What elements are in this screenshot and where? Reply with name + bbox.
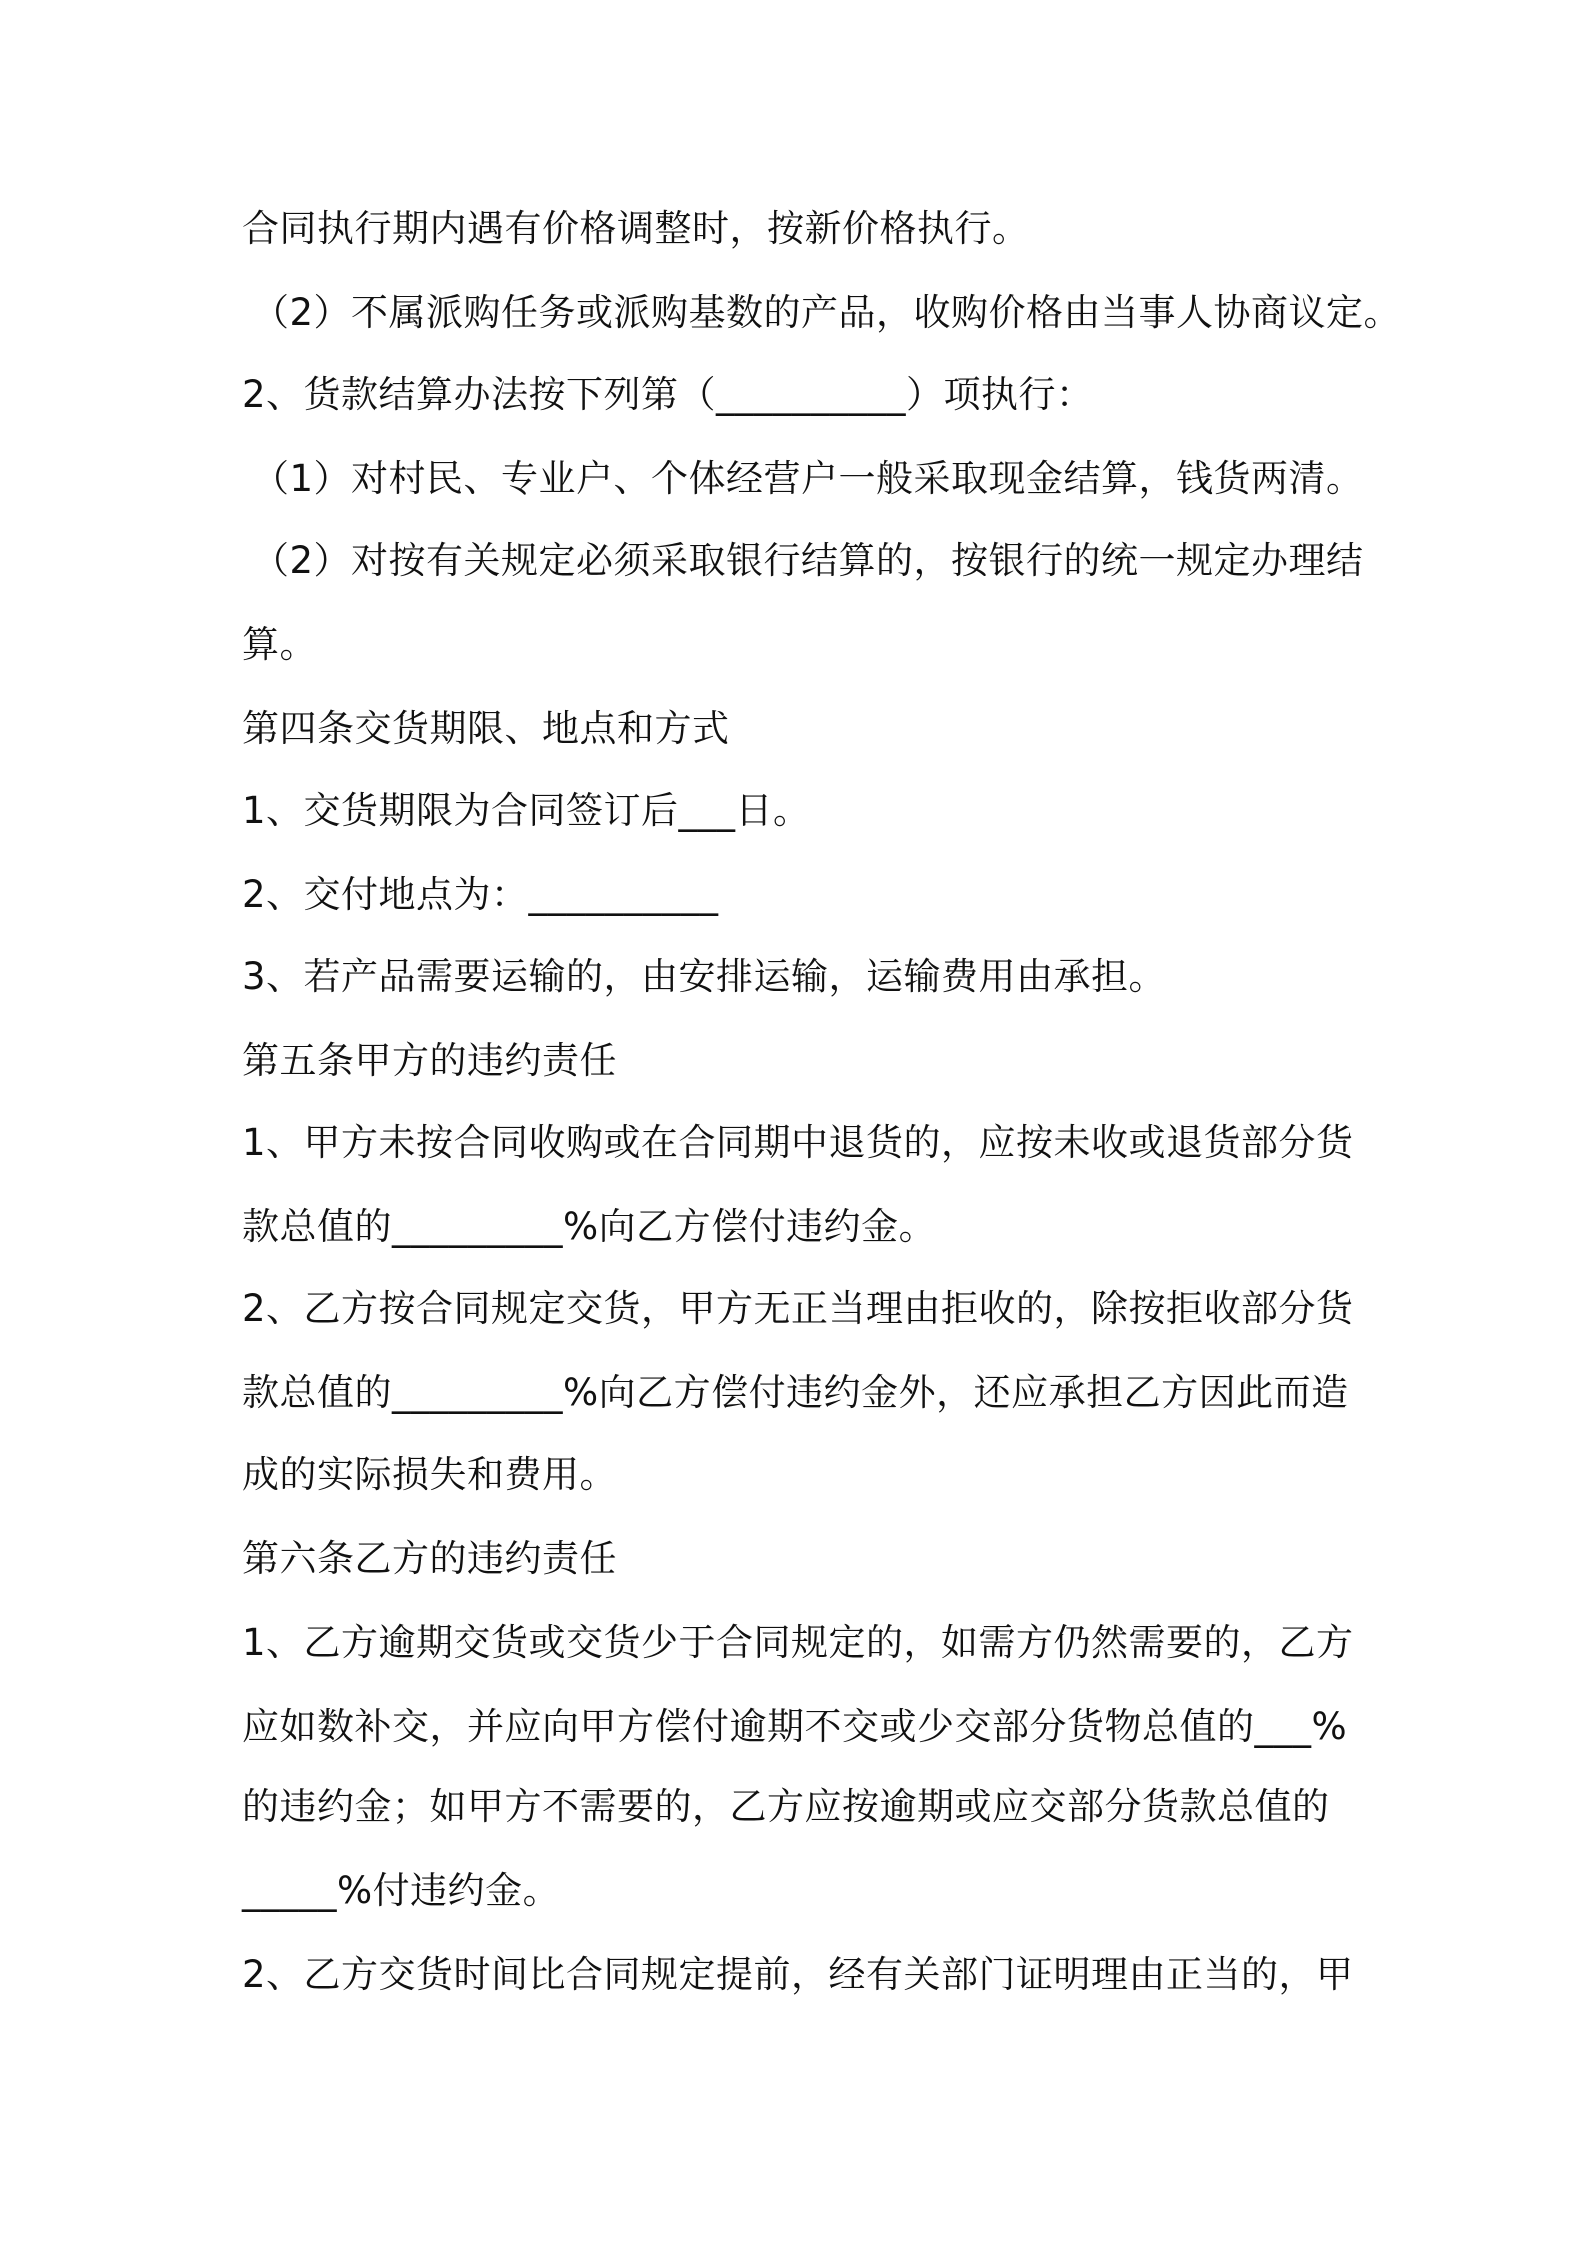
paragraph-line: 1、甲方未按合同收购或在合同期中退货的，应按未收或退货部分货	[242, 1121, 1354, 1164]
paragraph-line: 的违约金；如甲方不需要的，乙方应按逾期或应交部分货款总值的	[242, 1785, 1330, 1828]
paragraph-line: 3、若产品需要运输的，由安排运输，运输费用由承担。	[242, 955, 1167, 998]
section-heading: 第五条甲方的违约责任	[242, 1039, 617, 1082]
section-heading: 第四条交货期限、地点和方式	[242, 707, 730, 750]
paragraph-line: 应如数补交，并应向甲方偿付逾期不交或少交部分货物总值的___%	[242, 1705, 1348, 1748]
paragraph-line: 算。	[242, 623, 317, 666]
paragraph-line: 1、乙方逾期交货或交货少于合同规定的，如需方仍然需要的，乙方	[242, 1621, 1354, 1664]
paragraph-line: _____%付违约金。	[242, 1869, 561, 1912]
paragraph-line: 款总值的_________%向乙方偿付违约金外，还应承担乙方因此而造	[242, 1371, 1349, 1414]
paragraph-line: 2、货款结算办法按下列第（__________）项执行：	[242, 373, 1094, 416]
paragraph-line: 2、乙方交货时间比合同规定提前，经有关部门证明理由正当的，甲	[242, 1953, 1354, 1996]
paragraph-line: （2）不属派购任务或派购基数的产品，收购价格由当事人协商议定。	[252, 291, 1402, 334]
paragraph-line: （2）对按有关规定必须采取银行结算的，按银行的统一规定办理结	[252, 539, 1364, 582]
paragraph-line: 款总值的_________%向乙方偿付违约金。	[242, 1205, 937, 1248]
paragraph-line: 2、乙方按合同规定交货，甲方无正当理由拒收的，除按拒收部分货	[242, 1287, 1354, 1330]
paragraph-line: （1）对村民、专业户、个体经营户一般采取现金结算，钱货两清。	[252, 457, 1364, 500]
paragraph-line: 合同执行期内遇有价格调整时，按新价格执行。	[242, 207, 1030, 250]
section-heading: 第六条乙方的违约责任	[242, 1537, 617, 1580]
paragraph-line: 成的实际损失和费用。	[242, 1453, 617, 1496]
paragraph-line: 2、交付地点为：__________	[242, 873, 719, 916]
paragraph-line: 1、交货期限为合同签订后___日。	[242, 789, 811, 832]
